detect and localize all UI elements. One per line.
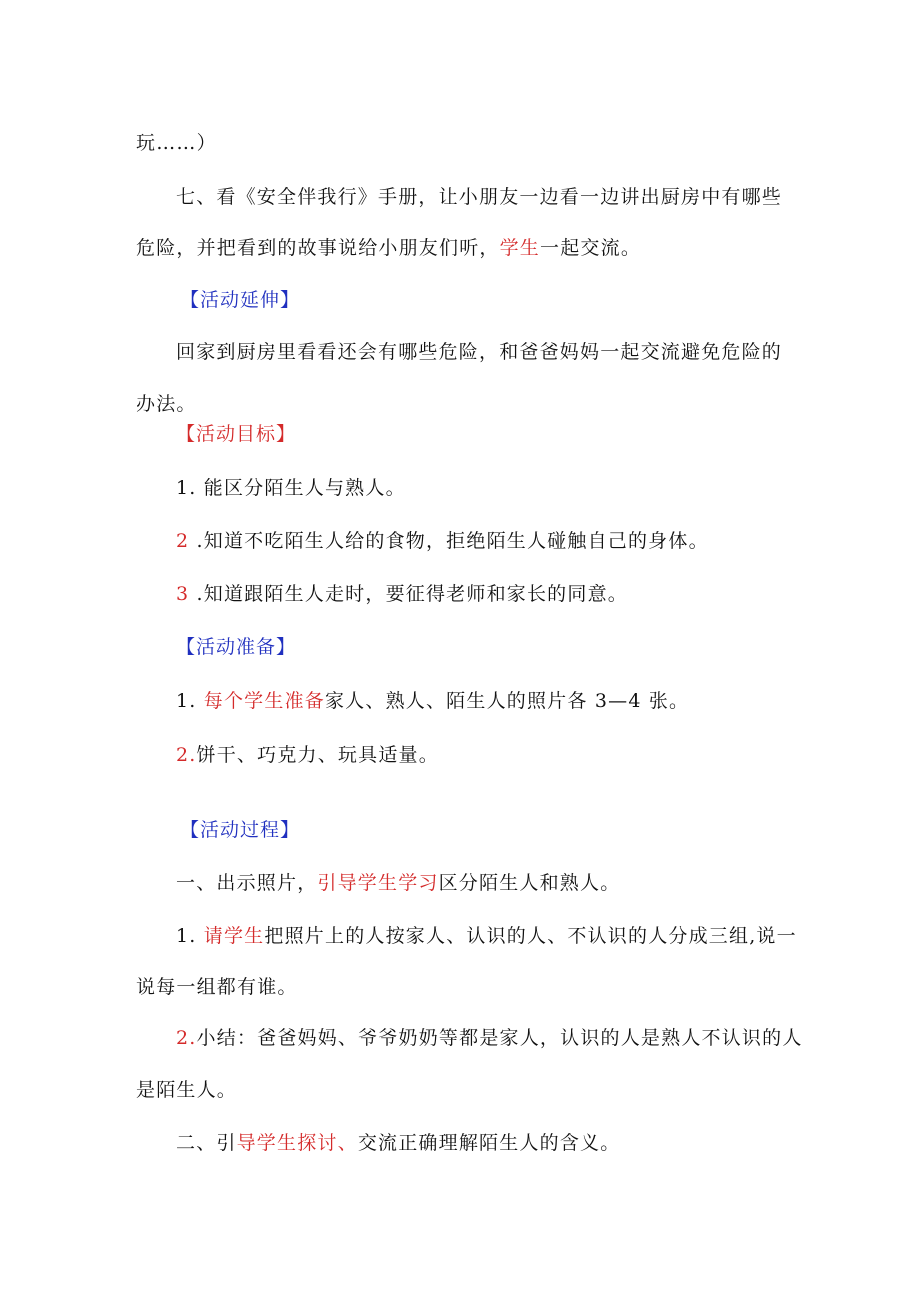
line-text: 说每一组都有谁。: [136, 976, 298, 998]
text-line: [136, 237, 920, 259]
process-substep-1: [176, 925, 920, 947]
highlight-text: 每个学生准备: [203, 690, 325, 712]
process-step-1: [176, 872, 920, 894]
heading-text: 【活动延伸】: [180, 289, 301, 311]
item-number: 1.: [176, 925, 204, 947]
text-line: [136, 976, 920, 998]
item-number: 1.: [176, 690, 204, 712]
section-heading-extension: [180, 289, 920, 311]
line-text: .知道跟陌生人走时，要征得老师和家长的同意。: [189, 583, 628, 605]
line-text: 区分陌生人和熟人。: [438, 872, 621, 894]
item-number: 2.: [176, 1027, 197, 1049]
line-text: 办法。: [136, 393, 197, 415]
paragraph-item-7: [176, 186, 920, 208]
process-substep-2: [176, 1027, 920, 1049]
highlight-text: 请学生: [203, 925, 265, 947]
line-text: 一起交流。: [540, 237, 642, 259]
line-text: 是陌生人。: [136, 1079, 238, 1101]
goal-item-1: [176, 477, 920, 499]
text-line: [136, 393, 920, 415]
line-text: 1. 能区分陌生人与熟人。: [176, 477, 406, 499]
line-text: 回家到厨房里看看还会有哪些危险，和爸爸妈妈一起交流避免危险的: [176, 341, 783, 363]
process-step-2: [176, 1132, 920, 1154]
goal-item-2: [176, 530, 920, 552]
line-text: .知道不吃陌生人给的食物，拒绝陌生人碰触自己的身体。: [189, 530, 709, 552]
heading-text: 【活动准备】: [176, 636, 297, 658]
prep-item-1: [176, 690, 920, 712]
goal-item-3: [176, 583, 920, 605]
line-text: 二、引: [176, 1132, 237, 1154]
line-text: 交流正确理解陌生人的含义。: [357, 1132, 621, 1154]
section-heading-preparation: [176, 636, 920, 658]
line-text: 玩……）: [136, 132, 217, 154]
line-text: 小结：爸爸妈妈、爷爷奶奶等都是家人，认识的人是熟人不认识的人: [196, 1027, 803, 1049]
heading-text: 【活动过程】: [180, 819, 301, 841]
highlight-text: 引导学生学习: [317, 872, 439, 894]
highlight-text: 导学生探讨、: [236, 1132, 358, 1154]
text-line: [136, 1079, 920, 1101]
highlight-text: 学生: [499, 237, 541, 259]
section-heading-goals: [176, 423, 920, 445]
item-number: 2: [176, 530, 190, 552]
line-text: 饼干、巧克力、玩具适量。: [196, 744, 439, 766]
item-number: 2.: [176, 744, 197, 766]
item-number: 3: [176, 583, 190, 605]
heading-text: 【活动目标】: [176, 423, 297, 445]
prep-item-2: [176, 744, 920, 766]
section-heading-process: [180, 819, 920, 841]
line-text: 家人、熟人、陌生人的照片各 3—4 张。: [324, 690, 690, 712]
line-text: 一、出示照片，: [176, 872, 318, 894]
line-text: 把照片上的人按家人、认识的人、不认识的人分成三组,说一: [264, 925, 797, 947]
text-line: [136, 132, 920, 154]
text-line: [176, 341, 920, 363]
line-text: 危险，并把看到的故事说给小朋友们听，: [136, 237, 500, 259]
line-text: 七、看《安全伴我行》手册，让小朋友一边看一边讲出厨房中有哪些: [176, 186, 783, 208]
